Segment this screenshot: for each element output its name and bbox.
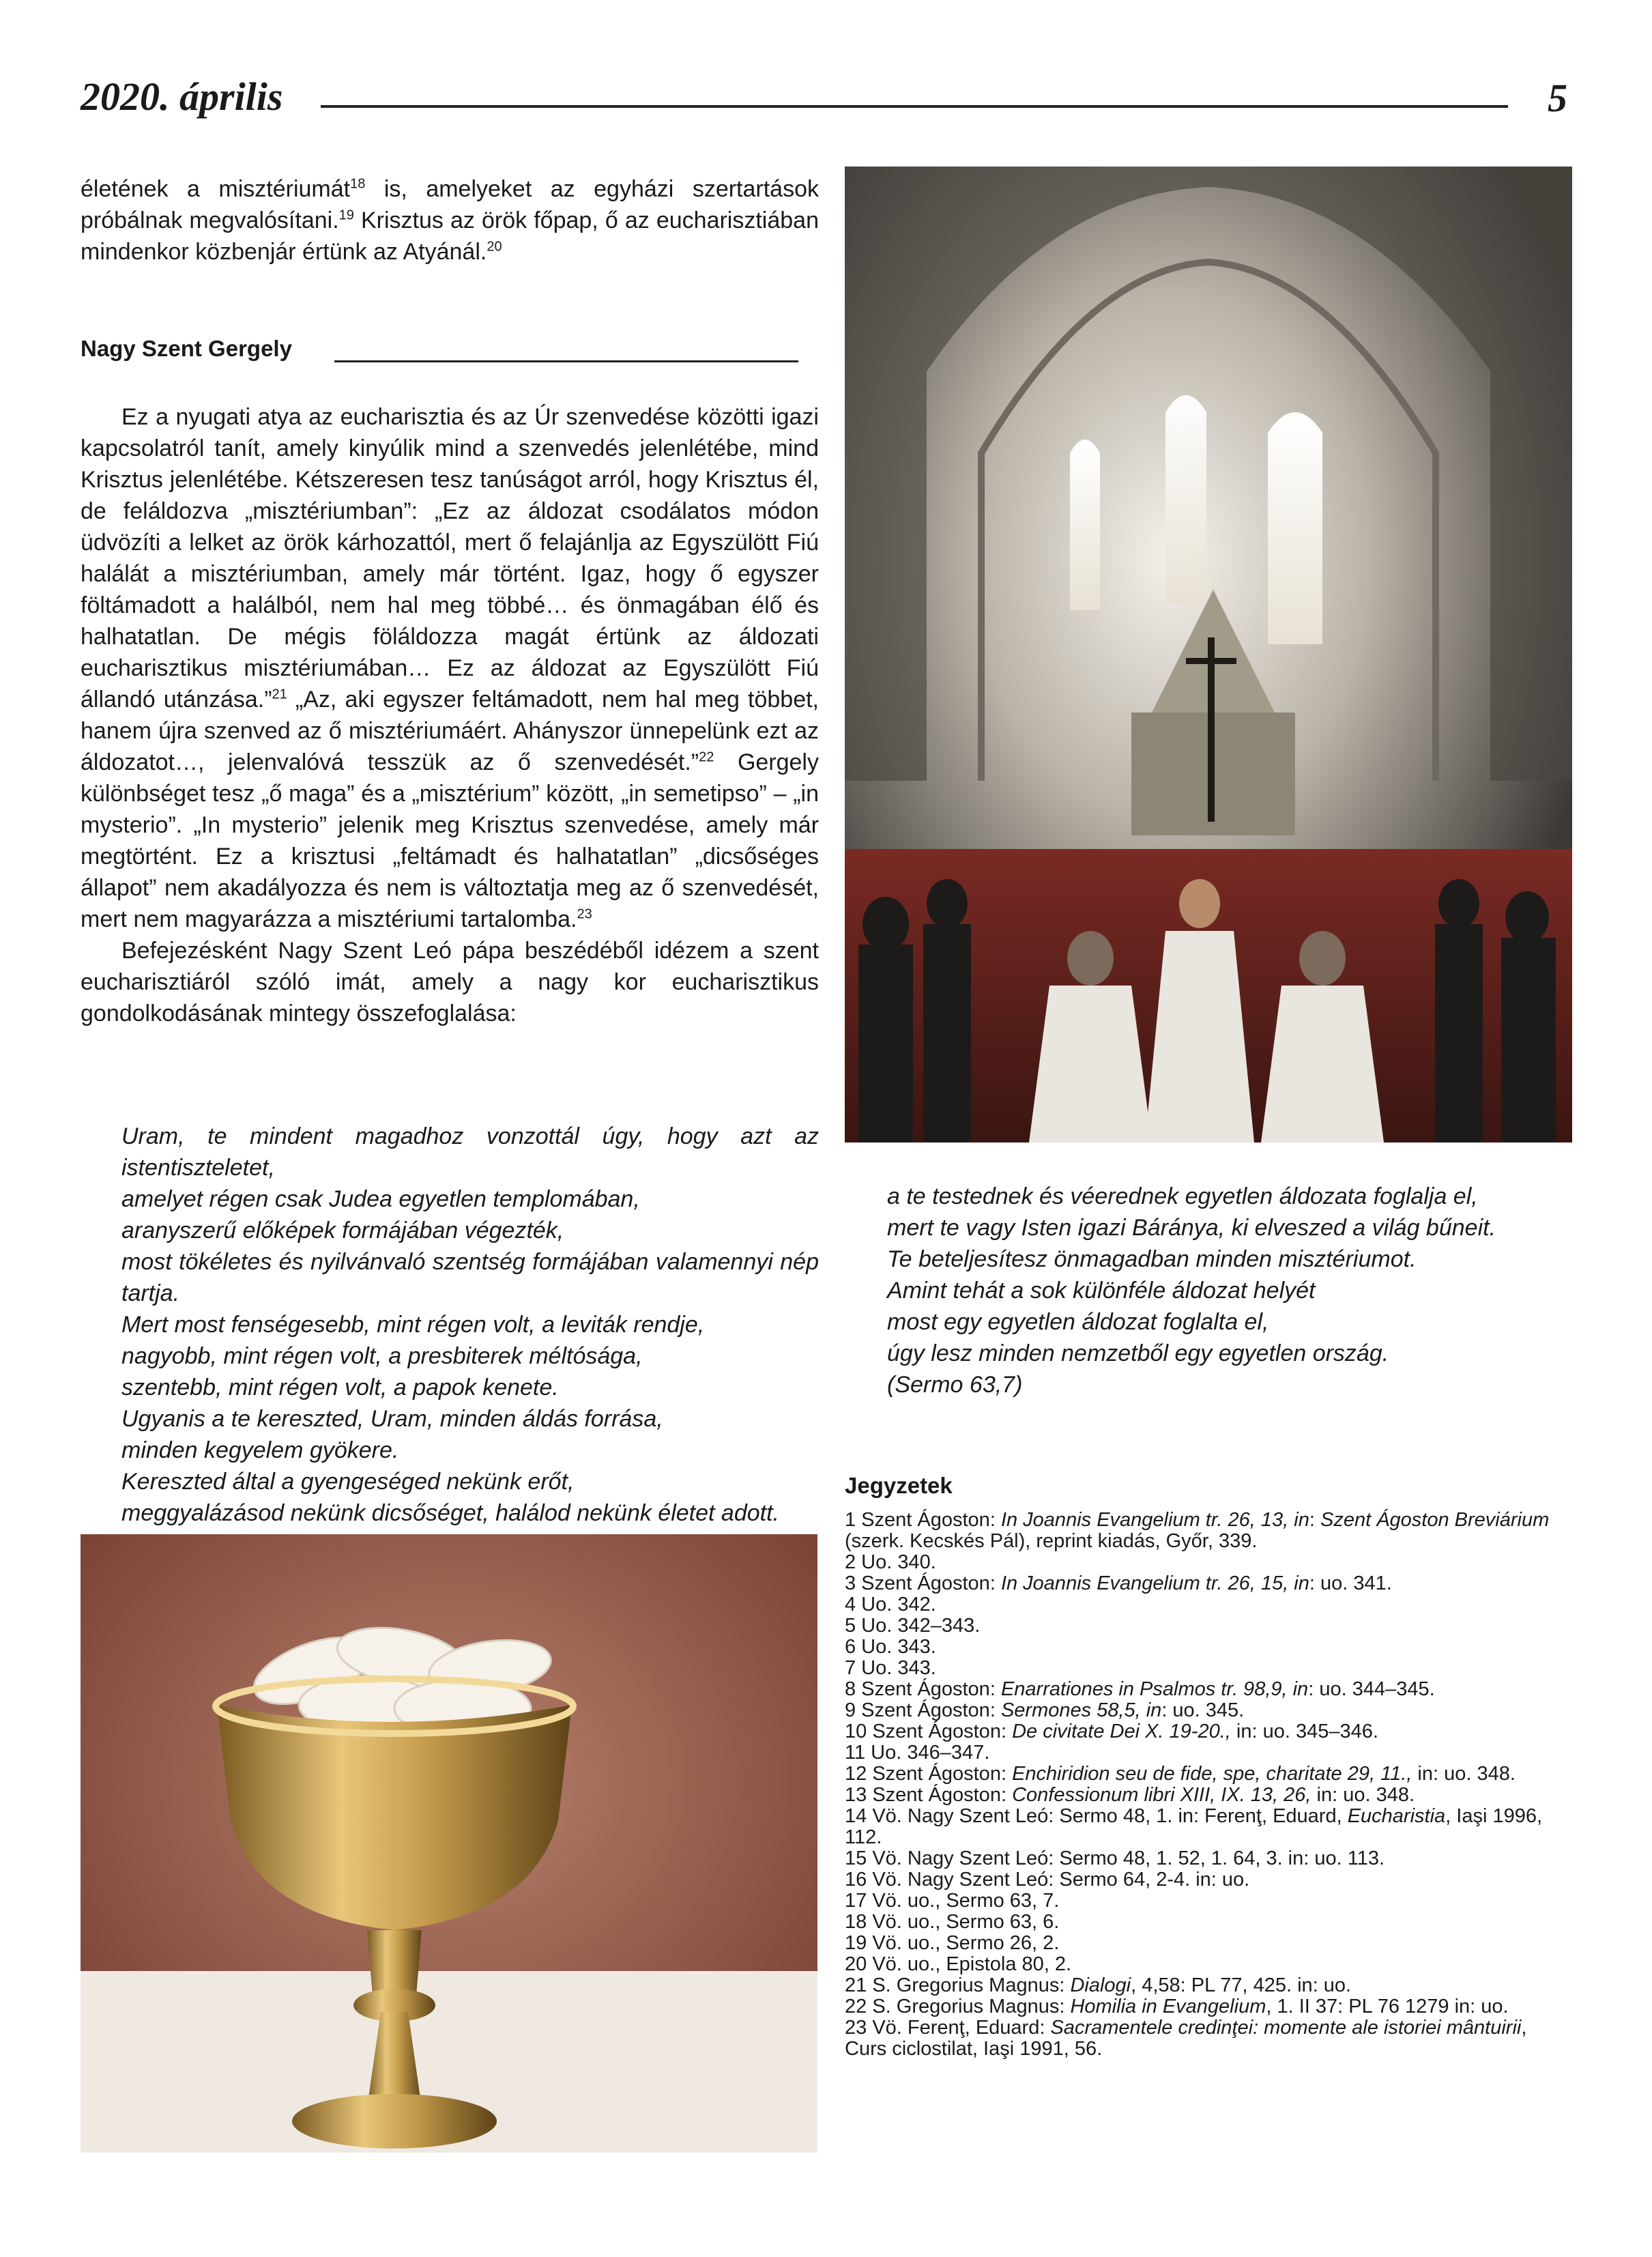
note-item: 23 Vö. Ferenţ, Eduard: Sacramentele credinţei: momente ale istoriei mântuirii, Curs ciclostilat, Iaşi 1991, 56. <box>845 2017 1527 2060</box>
chalice-photo <box>81 1534 817 2153</box>
note-item: 4 Uo. 342. <box>845 1594 936 1615</box>
note-item: 14 Vö. Nagy Szent Leó: Sermo 48, 1. in: Ferenţ, Eduard, Eucharistia, Iaşi 1996, 112. <box>845 1805 1543 1848</box>
notes-list <box>845 1510 1572 2060</box>
issue-date: 2020. április <box>81 74 283 119</box>
note-item: 21 S. Gregorius Magnus: Dialogi, 4,58: PL 77, 425. in: uo. <box>845 1974 1352 1996</box>
note-item: 2 Uo. 340. <box>845 1551 936 1573</box>
section-rule <box>334 360 798 362</box>
footnote-ref: 23 <box>577 906 592 922</box>
footnote-ref: 22 <box>699 749 714 765</box>
note-item: 7 Uo. 343. <box>845 1657 936 1679</box>
note-item: 19 Vö. uo., Sermo 26, 2. <box>845 1932 1060 1954</box>
note-item: 1 Szent Ágoston: In Joannis Evangelium tr. 26, 13, in: Szent Ágoston Breviárium (szerk. Kecskés Pál), reprint kiadás, Győr, 339. <box>845 1509 1550 1552</box>
note-item: 20 Vö. uo., Epistola 80, 2. <box>845 1953 1072 1975</box>
footnote-ref: 20 <box>487 239 502 255</box>
note-item: 16 Vö. Nagy Szent Leó: Sermo 64, 2-4. in: uo. <box>845 1869 1250 1891</box>
note-item: 3 Szent Ágoston: In Joannis Evangelium tr. 26, 15, in: uo. 341. <box>845 1572 1392 1594</box>
note-item: 11 Uo. 346–347. <box>845 1742 990 1764</box>
note-item: 9 Szent Ágoston: Sermones 58,5, in: uo. 345. <box>845 1699 1245 1721</box>
note-item: 22 S. Gregorius Magnus: Homilia in Evangelium, 1. II 37: PL 76 1279 in: uo. <box>845 1996 1509 2017</box>
note-item: 13 Szent Ágoston: Confessionum libri XIII, IX. 13, 26, in: uo. 348. <box>845 1784 1415 1806</box>
note-item: 5 Uo. 342–343. <box>845 1615 981 1637</box>
cathedral-photo <box>845 167 1572 1142</box>
note-item: 17 Vö. uo., Sermo 63, 7. <box>845 1890 1060 1912</box>
body-paragraph: Befejezésként Nagy Szent Leó pápa beszédéből idézem a szent eucharisztiáról szóló imát, amely a nagy kor eucharisztikus gondolkodásának mintegy összefoglalása: <box>81 938 819 1026</box>
page-number: 5 <box>1548 76 1567 120</box>
footnote-ref: 21 <box>272 687 287 702</box>
footnote-ref: 18 <box>350 176 366 192</box>
note-item: 8 Szent Ágoston: Enarrationes in Psalmos tr. 98,9, in: uo. 344–345. <box>845 1678 1435 1700</box>
header-rule <box>321 105 1508 108</box>
prayer-right: a te testednek és véerednek egyetlen áldozata foglalja el, mert te vagy Isten igazi Báránya, ki elveszed a világ bűneit. Te beteljesítesz önmagadban minden misztériumot. Amint tehát a sok különféle áldozat helyét most egy egyetlen áldozat foglalta el, úgy lesz minden nemzetből egy egyetlen ország. (Sermo 63,7) <box>887 1183 1496 1398</box>
note-item: 10 Szent Ágoston: De civitate Dei X. 19-20., in: uo. 345–346. <box>845 1721 1378 1742</box>
section-title: Nagy Szent Gergely <box>81 336 292 361</box>
note-item: 18 Vö. uo., Sermo 63, 6. <box>845 1911 1060 1933</box>
note-item: 6 Uo. 343. <box>845 1636 936 1658</box>
body-text <box>81 401 819 1029</box>
footnote-ref: 19 <box>338 207 354 223</box>
note-item: 15 Vö. Nagy Szent Leó: Sermo 48, 1. 52, 1. 64, 3. in: uo. 113. <box>845 1848 1385 1869</box>
notes-title: Jegyzetek <box>845 1473 953 1498</box>
prayer-left: Uram, te mindent magadhoz vonzottál úgy, hogy azt az istentiszteletet, amelyet régen csak Judea egyetlen templomában, aranyszerű előképek formájában végezték, most tökéletes és nyilvánvaló szentség formájában valamennyi nép tartja. Mert most fenségesebb, mint régen volt, a leviták rendje, nagyobb, mint régen volt, a presbiterek méltósága, szentebb, mint régen volt, a papok kenete. Ugyanis a te kereszted, Uram, minden áldás forrása, minden kegyelem gyökere. Kereszted által a gyengeséged nekünk erőt, meggyalázásod nekünk dicsőséget, halálod nekünk életet adott. <box>121 1123 819 1526</box>
body-paragraph: Ez a nyugati atya az eucharisztia és az Úr szenvedése közötti igazi kapcsolatról tanít, amely kinyúlik mind a szenvedés jelenlétébe, mind Krisztus jelenlétébe. Kétszeresen tesz tanúságot arról, hogy Krisztus él, de feláldozva „misztériumban”: „Ez az áldozat csodálatos módon üdvözíti a lelket az örök kárhozattól, mert ő felajánlja az Egyszülött Fiú halálát a misztériumban, amely már történt. Igaz, hogy ő egyszer föltámadott a halálból, nem hal meg többé… és önmagában élő és halhatatlan. De mégis föláldozza magát értünk az áldozati eucharisztikus misztériumában… Ez az áldozat az Egyszülött Fiú állandó utánzása.”$^{21}$ „Az, aki egyszer feltámadott, nem hal meg többet, hanem újra szenved az ő misztériumáért. Ahányszor ünnepelünk ezt az áldozatot…, jelenvalóvá tesszük az ő szenvedését.”$^{22}$ Gergely különbséget tesz „ő maga” és a „misztérium” között, „in semetipso” – „in mysterio”. „In mysterio” jelenik meg Krisztus szenvedése, amely már megtörtént. Ez a krisztusi „feltámadt és halhatatlan” „dicsőséges állapot” nem akadályozza és nem is változtatja meg az ő szenvedését, mert nem magyarázza a misztériumi tartalomba.$^{23}$ <box>81 404 819 932</box>
intro-paragraph: életének a misztériumát$^{18}$ is, amelyeket az egyházi szertartások próbálnak megvalósítani.$^{19}$ Krisztus az örök főpap, ő az eucharisztiában mindenkor közbenjár értünk az Atyánál.$^{20}$ <box>81 176 819 265</box>
note-item: 12 Szent Ágoston: Enchiridion seu de fide, spe, charitate 29, 11., in: uo. 348. <box>845 1763 1516 1785</box>
